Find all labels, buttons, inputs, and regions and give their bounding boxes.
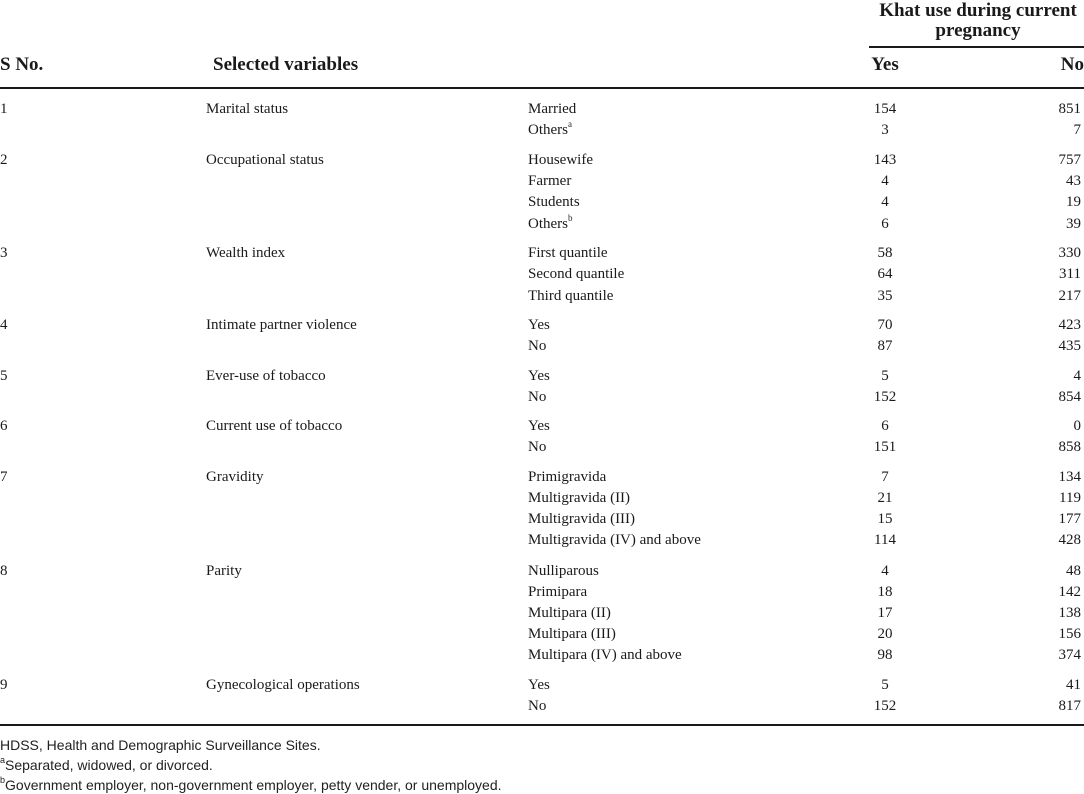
footnote-a-text: Separated, widowed, or divorced. — [5, 757, 213, 773]
row-no-count: 854 — [1058, 389, 1081, 405]
column-header-yes: Yes — [871, 54, 899, 75]
row-yes-count: 4 — [881, 563, 889, 579]
row-sno: 6 — [0, 418, 8, 434]
row-category — [528, 336, 546, 356]
row-category — [528, 120, 572, 140]
row-category-label: Married — [528, 101, 577, 117]
row-variable: Ever-use of tobacco — [206, 368, 326, 384]
column-header-sno: S No. — [0, 54, 44, 75]
row-yes-count: 15 — [877, 511, 893, 527]
row-no-count: 177 — [1058, 511, 1081, 527]
row-sno: 4 — [0, 317, 8, 333]
row-category-label: Yes — [528, 418, 550, 434]
row-category-label: No — [528, 698, 547, 714]
row-yes-count: 154 — [873, 101, 897, 117]
row-no-count: 7 — [1073, 122, 1081, 138]
row-category-label: Yes — [528, 677, 550, 693]
row-category — [528, 214, 573, 234]
row-variable: Occupational status — [206, 152, 324, 168]
row-yes-count: 18 — [877, 584, 893, 600]
row-category — [528, 264, 624, 284]
row-no-count: 858 — [1058, 439, 1081, 455]
row-category — [528, 603, 611, 623]
row-no-count: 119 — [1059, 490, 1081, 506]
group-header-line1: Khat use during current — [879, 0, 1077, 21]
row-category-label: Yes — [528, 368, 550, 384]
table-bottom-rule — [0, 724, 1084, 726]
row-category — [528, 624, 616, 644]
row-category — [528, 582, 587, 602]
row-no-count: 311 — [1059, 266, 1081, 282]
row-yes-count: 4 — [881, 173, 889, 189]
row-category-label: Primigravida — [528, 469, 607, 485]
footnote-b-mark: b — [0, 775, 6, 786]
row-sno: 9 — [0, 677, 8, 693]
row-category — [528, 437, 546, 457]
row-variable: Parity — [206, 563, 242, 579]
row-category-label: Multigravida (IV) and above — [528, 532, 701, 548]
row-yes-count: 4 — [881, 194, 889, 210]
row-category — [528, 192, 580, 212]
row-yes-count: 64 — [877, 266, 893, 282]
row-yes-count: 35 — [877, 288, 893, 304]
row-variable: Wealth index — [206, 245, 286, 261]
row-sno: 7 — [0, 469, 8, 485]
row-variable: Current use of tobacco — [206, 418, 343, 434]
row-category-label: Students — [528, 194, 580, 210]
group-header-rule — [869, 46, 1084, 48]
row-no-count: 330 — [1058, 245, 1081, 261]
row-category — [528, 366, 550, 386]
row-no-count: 134 — [1058, 469, 1081, 485]
row-category-label: Others — [528, 122, 568, 138]
row-category-label: Multipara (III) — [528, 626, 616, 642]
row-no-count: 817 — [1058, 698, 1081, 714]
row-category-footnote-mark: a — [568, 119, 572, 129]
footnote-b-text: Government employer, non-government employer, petty vender, or unemployed. — [5, 777, 502, 793]
row-no-count: 39 — [1066, 216, 1081, 232]
row-yes-count: 20 — [877, 626, 893, 642]
row-category-label: No — [528, 338, 547, 354]
row-variable: Gravidity — [206, 469, 264, 485]
row-category-label: First quantile — [528, 245, 608, 261]
row-yes-count: 17 — [877, 605, 893, 621]
footnote-a — [0, 757, 213, 773]
row-yes-count: 152 — [873, 698, 897, 714]
row-no-count: 423 — [1058, 317, 1081, 333]
row-category-label: Multipara (II) — [528, 605, 611, 621]
row-category — [528, 561, 599, 581]
column-header-no: No — [1060, 54, 1084, 75]
row-category-label: No — [528, 439, 547, 455]
row-no-count: 43 — [1066, 173, 1081, 189]
row-sno: 1 — [0, 101, 8, 117]
row-yes-count: 87 — [877, 338, 893, 354]
row-no-count: 757 — [1058, 152, 1081, 168]
footnote-abbreviation: HDSS, Health and Demographic Surveillance Sites. — [0, 737, 321, 753]
row-no-count: 138 — [1058, 605, 1081, 621]
row-no-count: 851 — [1058, 101, 1081, 117]
row-category-label: Nulliparous — [528, 563, 599, 579]
row-no-count: 41 — [1066, 677, 1081, 693]
row-category-label: Yes — [528, 317, 550, 333]
row-no-count: 48 — [1066, 563, 1081, 579]
row-category — [528, 509, 635, 529]
row-category — [528, 467, 606, 487]
row-category-label: Farmer — [528, 173, 572, 189]
row-category — [528, 171, 571, 191]
row-no-count: 0 — [1073, 418, 1081, 434]
row-category — [528, 645, 682, 665]
row-no-count: 435 — [1058, 338, 1081, 354]
row-category-label: Multigravida (III) — [528, 511, 636, 527]
row-no-count: 374 — [1058, 647, 1081, 663]
column-header-selected-variables: Selected variables — [213, 54, 359, 75]
row-yes-count: 151 — [873, 439, 897, 455]
row-category-label: Housewife — [528, 152, 593, 168]
row-category — [528, 243, 608, 263]
row-yes-count: 7 — [881, 469, 889, 485]
row-category — [528, 286, 613, 306]
header-bottom-rule — [0, 87, 1084, 89]
row-sno: 8 — [0, 563, 8, 579]
row-no-count: 19 — [1066, 194, 1081, 210]
row-no-count: 4 — [1073, 368, 1081, 384]
row-yes-count: 114 — [874, 532, 896, 548]
row-category — [528, 696, 546, 716]
row-category-label: Multigravida (II) — [528, 490, 631, 506]
row-yes-count: 21 — [877, 490, 893, 506]
row-yes-count: 98 — [877, 647, 893, 663]
row-category-label: Multipara (IV) and above — [528, 647, 682, 663]
row-no-count: 428 — [1058, 532, 1081, 548]
row-yes-count: 143 — [873, 152, 897, 168]
row-category-label: Others — [528, 216, 568, 232]
row-category-label: Primipara — [528, 584, 588, 600]
row-category — [528, 387, 546, 407]
row-sno: 2 — [0, 152, 8, 168]
row-category — [528, 416, 550, 436]
row-yes-count: 70 — [877, 317, 893, 333]
row-category — [528, 150, 593, 170]
row-yes-count: 5 — [881, 677, 889, 693]
row-no-count: 142 — [1058, 584, 1081, 600]
row-sno: 5 — [0, 368, 8, 384]
footnote-a-mark: a — [0, 755, 6, 766]
row-variable: Intimate partner violence — [206, 317, 357, 333]
row-category-footnote-mark: b — [568, 213, 573, 223]
row-category — [528, 675, 550, 695]
row-category — [528, 99, 576, 119]
row-category — [528, 488, 630, 508]
row-yes-count: 6 — [881, 216, 889, 232]
row-yes-count: 58 — [877, 245, 893, 261]
row-category-label: Second quantile — [528, 266, 625, 282]
row-yes-count: 5 — [881, 368, 889, 384]
row-no-count: 217 — [1058, 288, 1081, 304]
row-category-label: Third quantile — [528, 288, 614, 304]
row-sno: 3 — [0, 245, 8, 261]
row-yes-count: 6 — [881, 418, 889, 434]
footnote-b — [0, 777, 502, 793]
row-yes-count: 152 — [873, 389, 897, 405]
row-yes-count: 3 — [881, 122, 889, 138]
group-header-line2: pregnancy — [935, 20, 1021, 41]
row-variable: Gynecological operations — [206, 677, 360, 693]
row-variable: Marital status — [206, 101, 289, 117]
row-category-label: No — [528, 389, 547, 405]
row-no-count: 156 — [1058, 626, 1081, 642]
row-category — [528, 315, 550, 335]
row-category — [528, 530, 701, 550]
